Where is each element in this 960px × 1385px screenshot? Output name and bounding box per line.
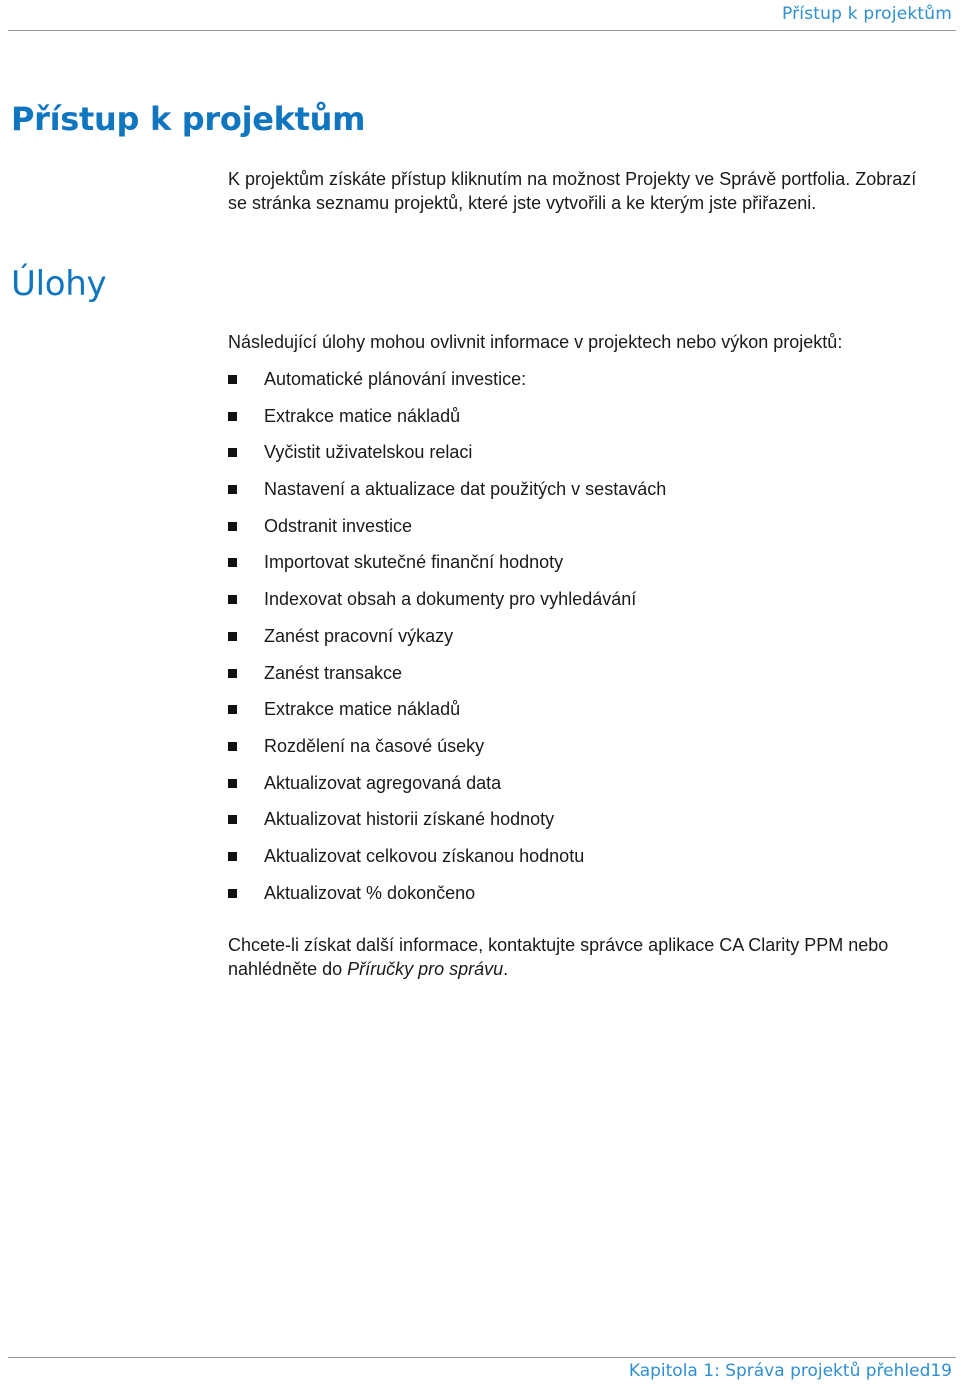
list-item-text: Rozdělení na časové úseky [264, 735, 485, 756]
footer-rule [8, 1357, 956, 1358]
list-item [228, 586, 666, 623]
section-title-access: Přístup k projektům [11, 100, 366, 138]
square-bullet-icon [228, 669, 237, 678]
list-item [228, 733, 666, 770]
list-item-text: Extrakce matice nákladů [264, 699, 461, 720]
list-item-text: Indexovat obsah a dokumenty pro vyhledávání [264, 589, 637, 610]
list-item [228, 476, 666, 513]
list-item [228, 880, 666, 917]
square-bullet-icon [228, 375, 237, 384]
square-bullet-icon [228, 595, 237, 604]
list-item [228, 439, 666, 476]
list-item-text: Nastavení a aktualizace dat použitých v sestavách [264, 479, 667, 500]
square-bullet-icon [228, 889, 237, 898]
admin-guide-reference: Příručky pro správu [347, 959, 504, 979]
list-item [228, 366, 666, 403]
square-bullet-icon [228, 852, 237, 861]
square-bullet-icon [228, 705, 237, 714]
list-item-text: Aktualizovat % dokončeno [264, 882, 476, 903]
list-item [228, 660, 666, 697]
list-item-text: Vyčistit uživatelskou relaci [264, 442, 473, 463]
list-item-text: Zanést transakce [264, 662, 403, 683]
list-item [228, 513, 666, 550]
list-item-text: Aktualizovat historii získané hodnoty [264, 809, 555, 830]
square-bullet-icon [228, 448, 237, 457]
tasks-lead-paragraph: Následující úlohy mohou ovlivnit informace v projektech nebo výkon projektů: [228, 332, 843, 352]
list-item [228, 623, 666, 660]
square-bullet-icon [228, 412, 237, 421]
list-item-text: Extrakce matice nákladů [264, 405, 461, 426]
running-header: Přístup k projektům [781, 4, 952, 24]
list-item [228, 549, 666, 586]
task-list [228, 366, 666, 916]
list-item [228, 696, 666, 733]
list-item [228, 403, 666, 440]
intro-paragraph: K projektům získáte přístup kliknutím na možnost Projekty ve Správě portfolia. Zobrazí se stránka seznamu projektů, které jste vytvořili a ke kterým jste přiřazeni. [228, 169, 917, 213]
list-item [228, 770, 666, 807]
list-item-text: Aktualizovat agregovaná data [264, 772, 502, 793]
list-item-text: Automatické plánování investice: [264, 369, 527, 389]
list-item-text: Odstranit investice [264, 515, 413, 536]
square-bullet-icon [228, 779, 237, 788]
closing-text: Chcete-li získat další informace, kontaktujte správce aplikace CA Clarity PPM nebo nahlédněte do [228, 935, 889, 979]
square-bullet-icon [228, 485, 237, 494]
closing-paragraph [228, 933, 928, 981]
running-footer: Kapitola 1: Správa projektů přehled19 [628, 1361, 952, 1381]
list-item-text: Importovat skutečné finanční hodnoty [264, 552, 564, 573]
square-bullet-icon [228, 522, 237, 531]
list-item-text: Zanést pracovní výkazy [264, 625, 454, 646]
list-item-text: Aktualizovat celkovou získanou hodnotu [264, 845, 585, 866]
square-bullet-icon [228, 815, 237, 824]
square-bullet-icon [228, 558, 237, 567]
list-item [228, 806, 666, 843]
list-item [228, 843, 666, 880]
section-title-tasks: Úlohy [11, 264, 107, 304]
closing-period: . [503, 959, 509, 979]
header-rule [8, 30, 956, 31]
square-bullet-icon [228, 632, 237, 641]
square-bullet-icon [228, 742, 237, 751]
